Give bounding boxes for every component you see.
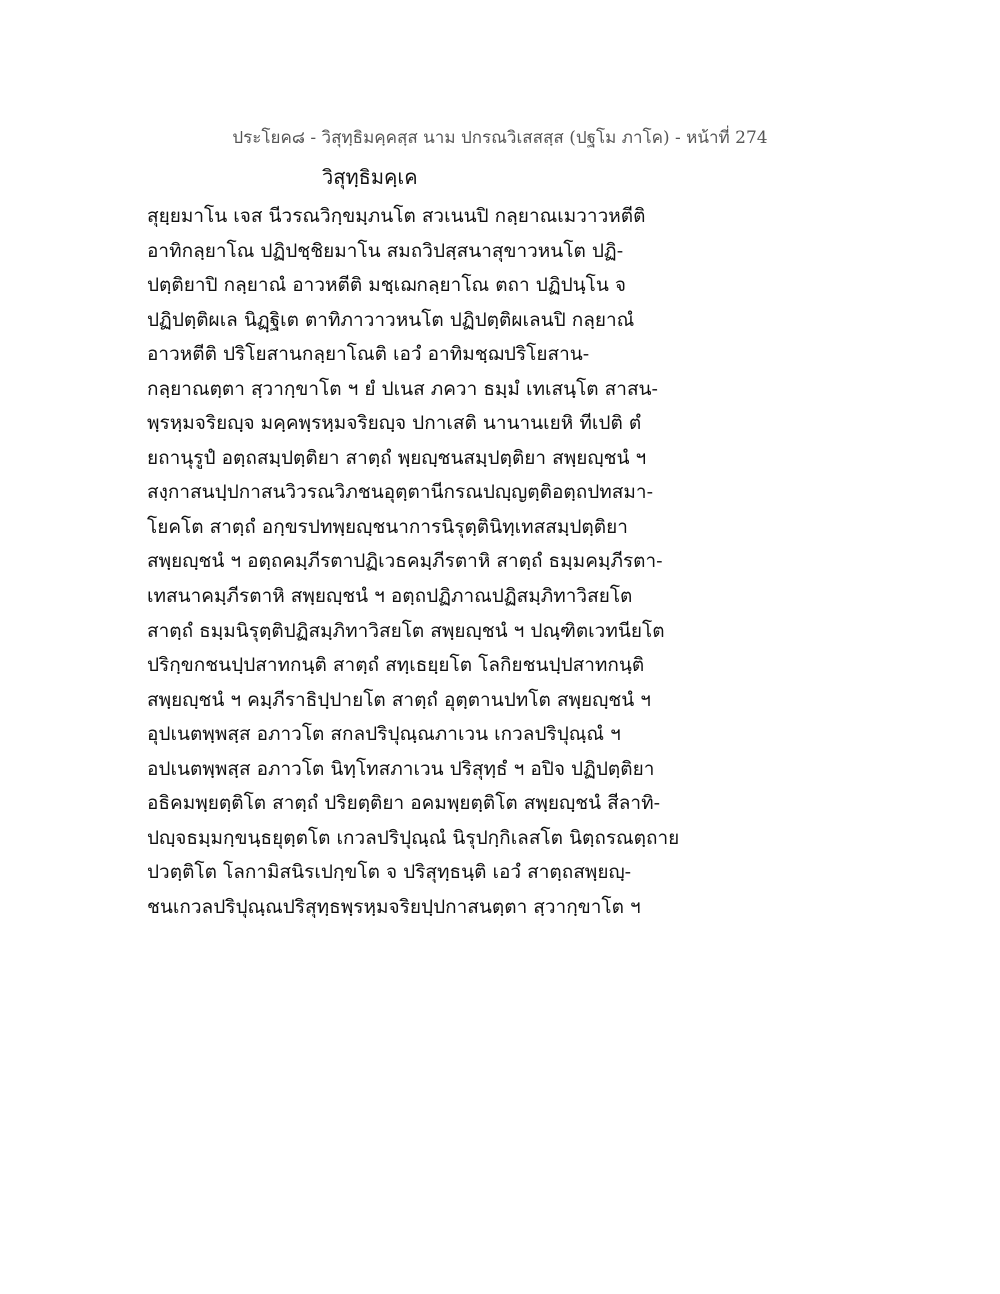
text-line: สาตฺถํ ธมฺมนิรุตฺติปฏิสมฺภิทาวิสยโต สพฺยญฺชนํ ฯ ปณฺฑิตเวทนียโต (147, 619, 665, 642)
text-line: ปตฺติยาปิ กลฺยาณํ อาวหตีติ มชฺเฌกลฺยาโณ ตถา ปฏิปนฺโน จ (147, 274, 626, 297)
running-header: ประโยค๘ - วิสุทฺธิมคฺคสฺส นาม ปกรณวิเสสสฺส (ปฐโม ภาโค) - หน้าที่ 274 (232, 128, 768, 148)
text-line: สพฺยญฺชนํ ฯ อตฺถคมฺภีรตาปฏิเวธคมฺภีรตาหิ สาตฺถํ ธมฺมคมฺภีรตา- (147, 550, 663, 573)
text-line: ปริกฺขกชนปฺปสาทกนฺติ สาตฺถํ สทฺเธยฺยโต โลกิยชนปฺปสาทกนฺติ (147, 654, 645, 677)
text-line: ยถานุรูปํ อตฺถสมฺปตฺติยา สาตฺถํ พฺยญฺชนสมฺปตฺติยา สพฺยญฺชนํ ฯ (147, 446, 647, 469)
text-line: อธิคมพฺยตฺติโต สาตฺถํ ปริยตฺติยา อคมพฺยตฺติโต สพฺยญฺชนํ สีลาทิ- (147, 792, 661, 815)
text-line: ปญฺจธมฺมกฺขนฺธยุตฺตโต เกวลปริปุณฺณํ นิรุปกฺกิเลสโต นิตฺถรณตฺถาย (147, 826, 680, 849)
text-line: สุยฺยมาโน เจส นีวรณวิกฺขมฺภนโต สวเนนปิ กลฺยาณเมวาวหตีติ (147, 205, 646, 227)
text-line: อปเนตพฺพสฺส อภาวโต นิทฺโทสภาเวน ปริสุทฺธํ ฯ อปิจ ปฏิปตฺติยา (147, 757, 655, 780)
text-line: อาวหตีติ ปริโยสานกลฺยาโณติ เอวํ อาทิมชฺฌปริโยสาน- (147, 343, 590, 366)
text-line: อาทิกลฺยาโณ ปฏิปชฺชิยมาโน สมถวิปสฺสนาสุขาวหนโต ปฏิ- (147, 239, 624, 262)
text-line: กลฺยาณตฺตา สฺวากฺขาโต ฯ ยํ ปเนส ภควา ธมฺมํ เทเสนฺโต สาสน- (147, 377, 658, 400)
text-line: ปวตฺติโต โลกามิสนิรเปกฺขโต จ ปริสุทฺธนฺติ เอวํ สาตฺถสพฺยญฺ- (147, 861, 632, 884)
text-line: เทสนาคมฺภีรตาหิ สพฺยญฺชนํ ฯ อตฺถปฏิภาณปฏิสมฺภิทาวิสยโต (147, 585, 633, 608)
text-line: อุปเนตพฺพสฺส อภาวโต สกลปริปุณฺณภาเวน เกวลปริปุณฺณํ ฯ (147, 723, 621, 746)
text-line: โยคโต สาตฺถํ อกฺขรปทพฺยญฺชนาการนิรุตฺตินิทฺเทสสมฺปตฺติยา (147, 515, 628, 538)
text-line: พฺรหฺมจริยญฺจ มคฺคพฺรหฺมจริยญฺจ ปกาเสติ นานานเยหิ ทีเปติ ตํ (147, 412, 642, 435)
text-line: ปฏิปตฺติผเล นิฏฺฐิเต ตาทิภาวาวหนโต ปฏิปตฺติผเลนปิ กลฺยาณํ (147, 308, 635, 331)
body-text (147, 199, 707, 924)
section-heading: วิสุทฺธิมคฺเค (322, 165, 418, 189)
text-line: สพฺยญฺชนํ ฯ คมฺภีราธิปฺปายโต สาตฺถํ อุตฺตานปทโต สพฺยญฺชนํ ฯ (147, 688, 651, 711)
text-line: ชนเกวลปริปุณฺณปริสุทฺธพฺรหฺมจริยปฺปกาสนตฺตา สฺวากฺขาโต ฯ (147, 895, 641, 918)
text-line: สงฺกาสนปฺปกาสนวิวรณวิภชนอุตฺตานีกรณปญฺญตฺติอตฺถปทสมา- (147, 481, 654, 504)
